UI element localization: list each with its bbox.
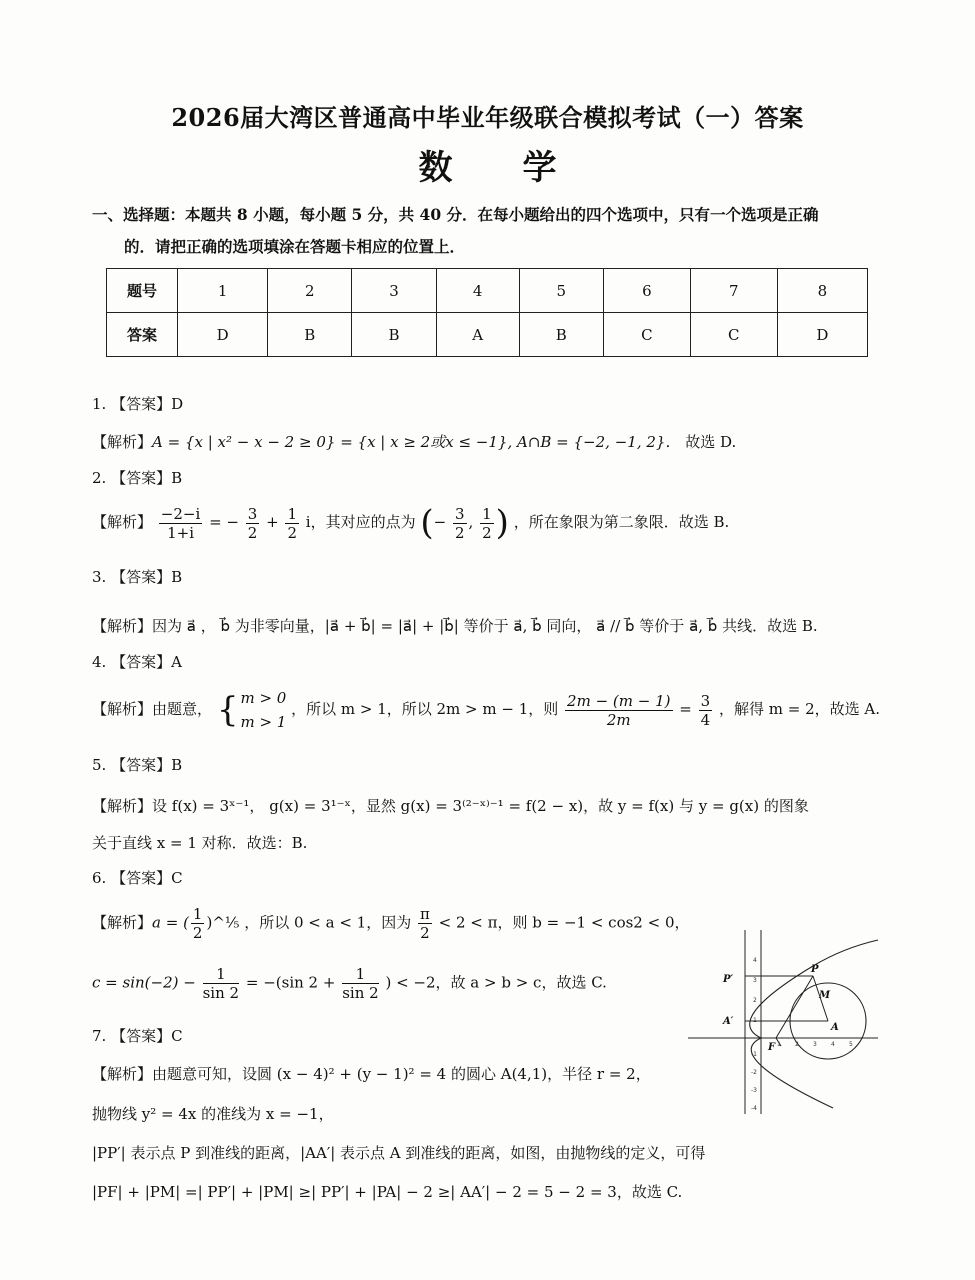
q4-explanation <box>92 686 880 734</box>
fraction <box>453 505 467 542</box>
operator: + <box>266 513 279 531</box>
explanation-tag: 【解析】 <box>92 617 153 635</box>
parabola-circle-figure <box>683 926 883 1116</box>
subject-heading: 数学 <box>418 148 627 188</box>
fraction <box>285 505 299 542</box>
q2-explanation <box>92 503 729 543</box>
q2-conclusion: ，所在象限为第二象限．故选 B. <box>513 513 730 531</box>
denominator: 4 <box>700 710 711 729</box>
tick-label-y: -1 <box>751 1051 757 1058</box>
table-cell: 3 <box>352 269 436 313</box>
q1-conclusion: 故选 D. <box>685 433 737 451</box>
table-cell: C <box>690 313 777 357</box>
section-heading-line1: 一、选择题：本题共 8 小题，每小题 5 分，共 40 分．在每小题给出的四个选项中，只有一个选项是正确 <box>92 205 819 224</box>
q7-answer: 7. 【答案】C <box>92 1027 183 1045</box>
q2-text: i，其对应的点为 <box>305 513 416 531</box>
operator: = <box>679 700 692 718</box>
fraction <box>418 905 432 942</box>
q7-explanation-line4: |PF| + |PM| =| PP′| + |PM| ≥| PP′| + |PA| − 2 ≥| AA′| − 2 = 5 − 2 = 3，故选 C. <box>92 1183 683 1201</box>
numerator: 1 <box>203 965 239 984</box>
denominator: sin 2 <box>342 984 379 1002</box>
table-cell: A <box>436 313 519 357</box>
table-cell: 1 <box>178 269 268 313</box>
fraction <box>246 505 260 542</box>
tick-label-x: 3 <box>813 1041 817 1048</box>
q2-answer: 2. 【答案】B <box>92 469 183 487</box>
denominator: 2 <box>287 523 297 542</box>
tick-label-x: 4 <box>831 1041 835 1048</box>
denominator: 2m <box>606 710 631 729</box>
tick-label-y: -3 <box>751 1087 757 1094</box>
q5-explanation-line2: 关于直线 x = 1 对称．故选：B. <box>92 834 308 852</box>
tick-label-x: 1 <box>777 1041 781 1048</box>
q6-text: < 2 < π，则 b = −1 < cos2 < 0， <box>438 913 690 932</box>
fraction <box>342 965 378 1002</box>
explanation-tag: 【解析】 <box>92 700 153 718</box>
table-row-numbers <box>107 269 868 313</box>
table-cell: B <box>268 313 352 357</box>
table-row-answers <box>107 313 868 357</box>
fraction <box>699 692 713 729</box>
answer-table <box>106 268 868 357</box>
label-p-prime: P′ <box>723 974 734 985</box>
q7-text: 由题意可知，设圆 (x − 4)² + (y − 1)² = 4 的圆心 A(4,1)，半径 r = 2， <box>152 1065 651 1083</box>
q3-answer: 3. 【答案】B <box>92 568 183 586</box>
brace: { <box>216 690 239 730</box>
tick-label-x: 2 <box>795 1041 799 1048</box>
header-cell-number: 题号 <box>107 269 178 313</box>
q4-conclusion: ，解得 m = 2，故选 A. <box>718 700 880 718</box>
table-cell: B <box>519 313 603 357</box>
denominator: 2 <box>420 924 430 942</box>
inequality-system <box>240 686 286 734</box>
label-a: A <box>831 1022 839 1033</box>
section-heading-line2: 的．请把正确的选项填涂在答题卡相应的位置上． <box>124 237 466 256</box>
q6-text: c = sin(−2) − <box>92 973 196 992</box>
q6-conclusion: ) < −2，故 a > b > c，故选 C. <box>385 973 607 992</box>
fraction <box>565 692 672 729</box>
q3-explanation <box>92 615 818 636</box>
tick-label-y: 1 <box>753 1017 757 1024</box>
q5-text: 设 f(x) = 3ˣ⁻¹， g(x) = 3¹⁻ˣ，显然 g(x) = 3⁽²⁻ˣ⁾⁻¹ = f(2 − x)，故 y = f(x) 与 y = g(x) 的图象 <box>152 797 809 815</box>
page-title: 2026届大湾区普通高中毕业年级联合模拟考试（一）答案 <box>171 103 804 132</box>
q4-text: 由题意， <box>152 700 213 718</box>
q6-text: = −(sin 2 + <box>245 973 336 992</box>
numerator: 1 <box>482 504 492 523</box>
inequality: m > 1 <box>240 713 287 731</box>
denominator: 2 <box>454 523 465 542</box>
q3-text: 因为 a⃗ ， b⃗ 为非零向量，|a⃗ + b⃗| = |a⃗| + |b⃗| 等价于 a⃗, b⃗ 同向， a⃗ // b⃗ 等价于 a⃗, b⃗ 共线．故选 B. <box>152 617 818 635</box>
q7-explanation-line2: 抛物线 y² = 4x 的准线为 x = −1， <box>92 1105 334 1123</box>
denominator: 2 <box>192 924 203 942</box>
numerator: 3 <box>247 504 258 523</box>
explanation-tag: 【解析】 <box>92 1065 153 1083</box>
numerator: 1 <box>342 965 378 984</box>
fraction <box>191 905 205 942</box>
q6-text: a = ( <box>152 913 189 932</box>
comma: , <box>468 513 474 531</box>
label-p: P <box>811 964 819 975</box>
explanation-tag: 【解析】 <box>92 797 153 815</box>
table-cell: 5 <box>519 269 603 313</box>
numerator: π <box>420 905 430 923</box>
q5-answer: 5. 【答案】B <box>92 756 183 774</box>
table-cell: D <box>777 313 867 357</box>
numerator: 1 <box>287 504 297 523</box>
q6-explanation-line2 <box>92 965 607 1002</box>
table-cell: 6 <box>603 269 690 313</box>
q7-explanation-line1 <box>92 1063 651 1084</box>
denominator: 2 <box>482 523 492 542</box>
q7-explanation-line3: |PP′| 表示点 P 到准线的距离，|AA′| 表示点 A 到准线的距离，如图，由抛物线的定义，可得 <box>92 1144 706 1162</box>
table-cell: 7 <box>690 269 777 313</box>
table-cell: 4 <box>436 269 519 313</box>
explanation-tag: 【解析】 <box>92 513 153 531</box>
q6-answer: 6. 【答案】C <box>92 869 183 887</box>
tick-label-y: -2 <box>751 1069 757 1076</box>
operator: = − <box>209 513 239 531</box>
paren: ) <box>495 503 509 543</box>
q4-answer: 4. 【答案】A <box>92 653 182 671</box>
inequality: m > 0 <box>240 689 287 707</box>
table-cell: 8 <box>777 269 867 313</box>
header-cell-answer: 答案 <box>107 313 178 357</box>
tick-label-y: -4 <box>751 1105 757 1112</box>
label-a-prime: A′ <box>723 1016 734 1027</box>
tick-label-x: 5 <box>849 1041 853 1048</box>
fraction <box>480 505 494 542</box>
q1-explanation <box>92 431 736 452</box>
explanation-tag: 【解析】 <box>92 433 153 451</box>
numerator: −2−i <box>160 504 201 523</box>
label-f: F <box>768 1042 776 1053</box>
fraction <box>203 965 239 1002</box>
paren: ( <box>420 503 434 543</box>
q6-text: )^⅕ ，所以 0 < a < 1，因为 <box>206 913 412 932</box>
explanation-tag: 【解析】 <box>92 913 153 932</box>
table-cell: C <box>603 313 690 357</box>
numerator: 2m − (m − 1) <box>567 691 671 710</box>
operator: − <box>433 513 447 531</box>
numerator: 3 <box>454 504 465 523</box>
fraction <box>159 505 202 542</box>
table-cell: 2 <box>268 269 352 313</box>
q1-expression: A = {x | x² − x − 2 ≥ 0} = {x | x ≥ 2或x ≤ −1}, A∩B = {−2, −1, 2}． <box>152 433 681 451</box>
segment-pf <box>776 976 813 1038</box>
denominator: 1+i <box>167 523 194 542</box>
denominator: 2 <box>247 523 258 542</box>
tick-label-y: 4 <box>753 957 757 964</box>
denominator: sin 2 <box>202 984 240 1002</box>
tick-label-y: 3 <box>753 977 757 984</box>
table-cell: D <box>178 313 268 357</box>
q5-explanation-line1 <box>92 795 809 816</box>
table-cell: B <box>352 313 436 357</box>
label-m: M <box>819 990 831 1001</box>
q6-explanation-line1 <box>92 905 690 942</box>
tick-label-y: 2 <box>753 997 757 1004</box>
numerator: 3 <box>700 691 711 710</box>
numerator: 1 <box>192 905 203 923</box>
q4-text: ，所以 m > 1，所以 2m > m − 1，则 <box>291 700 559 718</box>
q1-answer: 1. 【答案】D <box>92 395 184 413</box>
